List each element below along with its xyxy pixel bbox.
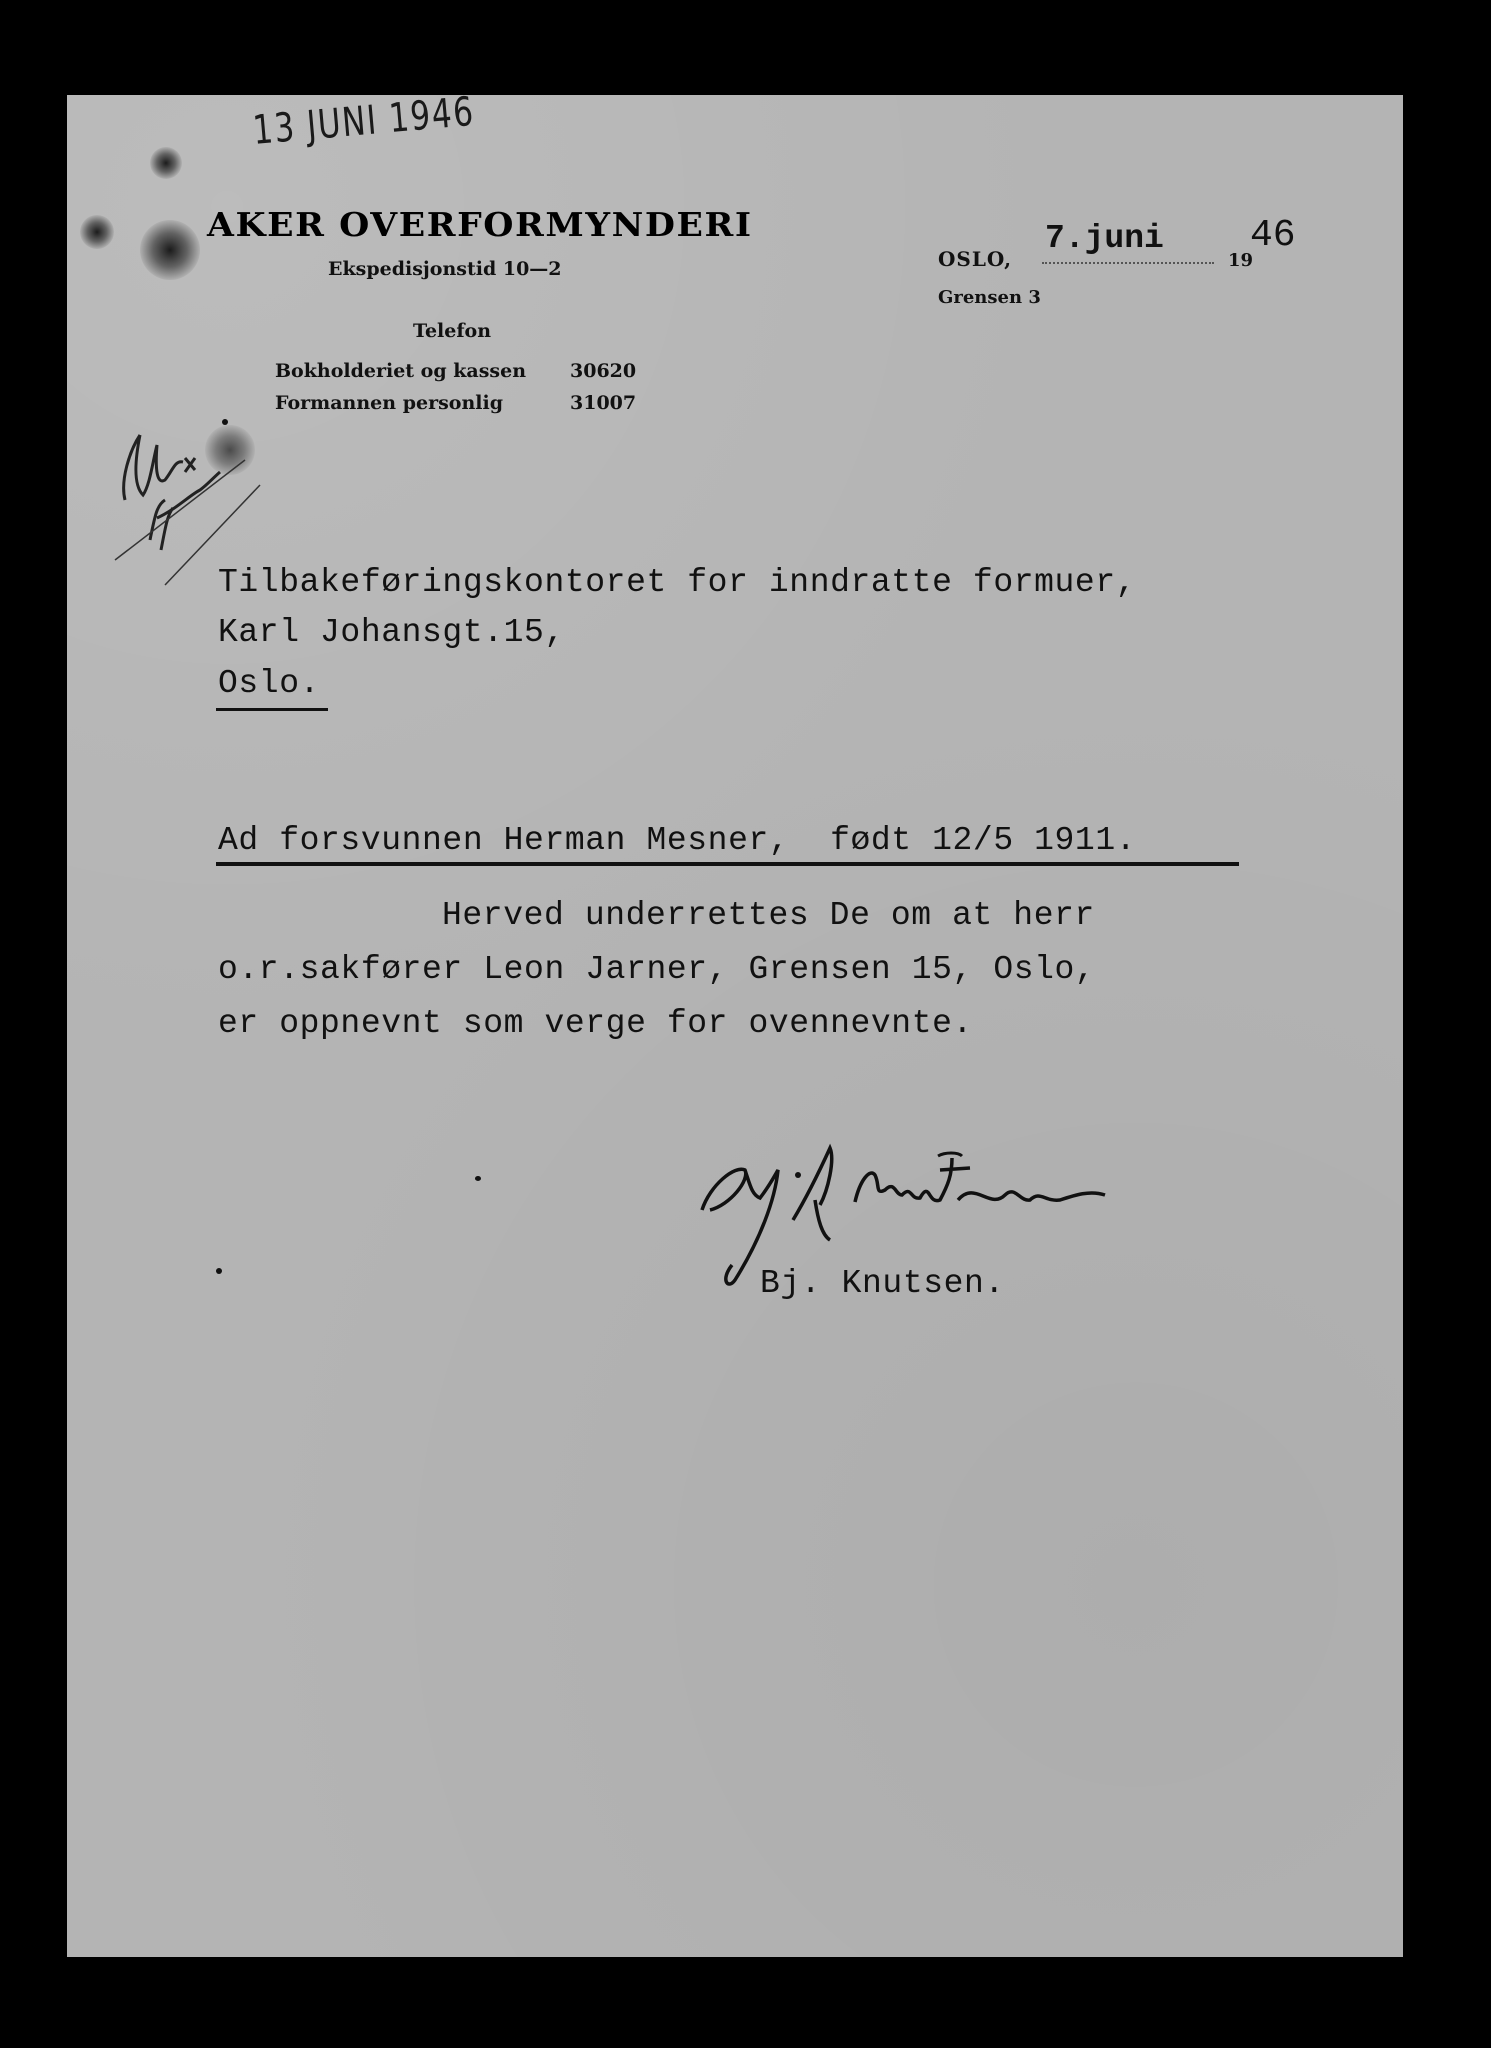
phone-label: Formannen personlig <box>275 392 503 414</box>
underline <box>216 708 328 711</box>
recipient-line-3: Oslo. <box>218 665 321 702</box>
ink-smudge <box>150 147 182 179</box>
ink-smudge <box>80 215 114 249</box>
body-line-3: er oppnevnt som verge for ovennevnte. <box>218 1005 973 1042</box>
typed-year: 46 <box>1250 214 1296 257</box>
typed-signature-name: Bj. Knutsen. <box>760 1265 1005 1302</box>
phone-number: 30620 <box>570 360 637 382</box>
ink-smudge <box>140 220 200 280</box>
ink-dot <box>475 1176 481 1181</box>
phone-number: 31007 <box>570 392 637 414</box>
letterhead-address: Grensen 3 <box>938 287 1041 308</box>
recipient-line-2: Karl Johansgt.15, <box>218 614 565 651</box>
phone-row <box>275 360 637 382</box>
handwritten-annotation <box>95 390 265 590</box>
ink-dot <box>216 1268 222 1274</box>
phone-label: Bokholderiet og kassen <box>275 360 527 382</box>
phone-heading: Telefon <box>413 320 492 342</box>
date-dotted-line <box>1042 262 1214 264</box>
year-prefix: 19 <box>1228 250 1254 271</box>
body-line-2: o.r.sakfører Leon Jarner, Grensen 15, Oslo, <box>218 951 1096 988</box>
office-hours: Ekspedisjonstid 10—2 <box>328 258 562 280</box>
subject-line: Ad forsvunnen Herman Mesner, født 12/5 1911. <box>218 822 1137 859</box>
underline <box>216 862 1239 866</box>
organization-name: AKER OVERFORMYNDERI <box>207 205 753 244</box>
recipient-line-1: Tilbakeføringskontoret for inndratte formuer, <box>218 564 1137 601</box>
place-label: OSLO, <box>938 247 1013 271</box>
received-date-stamp: 13 JUNI 1946 <box>250 88 477 154</box>
body-line-1: Herved underrettes De om at herr <box>442 897 1095 934</box>
typed-date: 7.juni <box>1045 220 1164 257</box>
phone-row <box>275 392 637 414</box>
